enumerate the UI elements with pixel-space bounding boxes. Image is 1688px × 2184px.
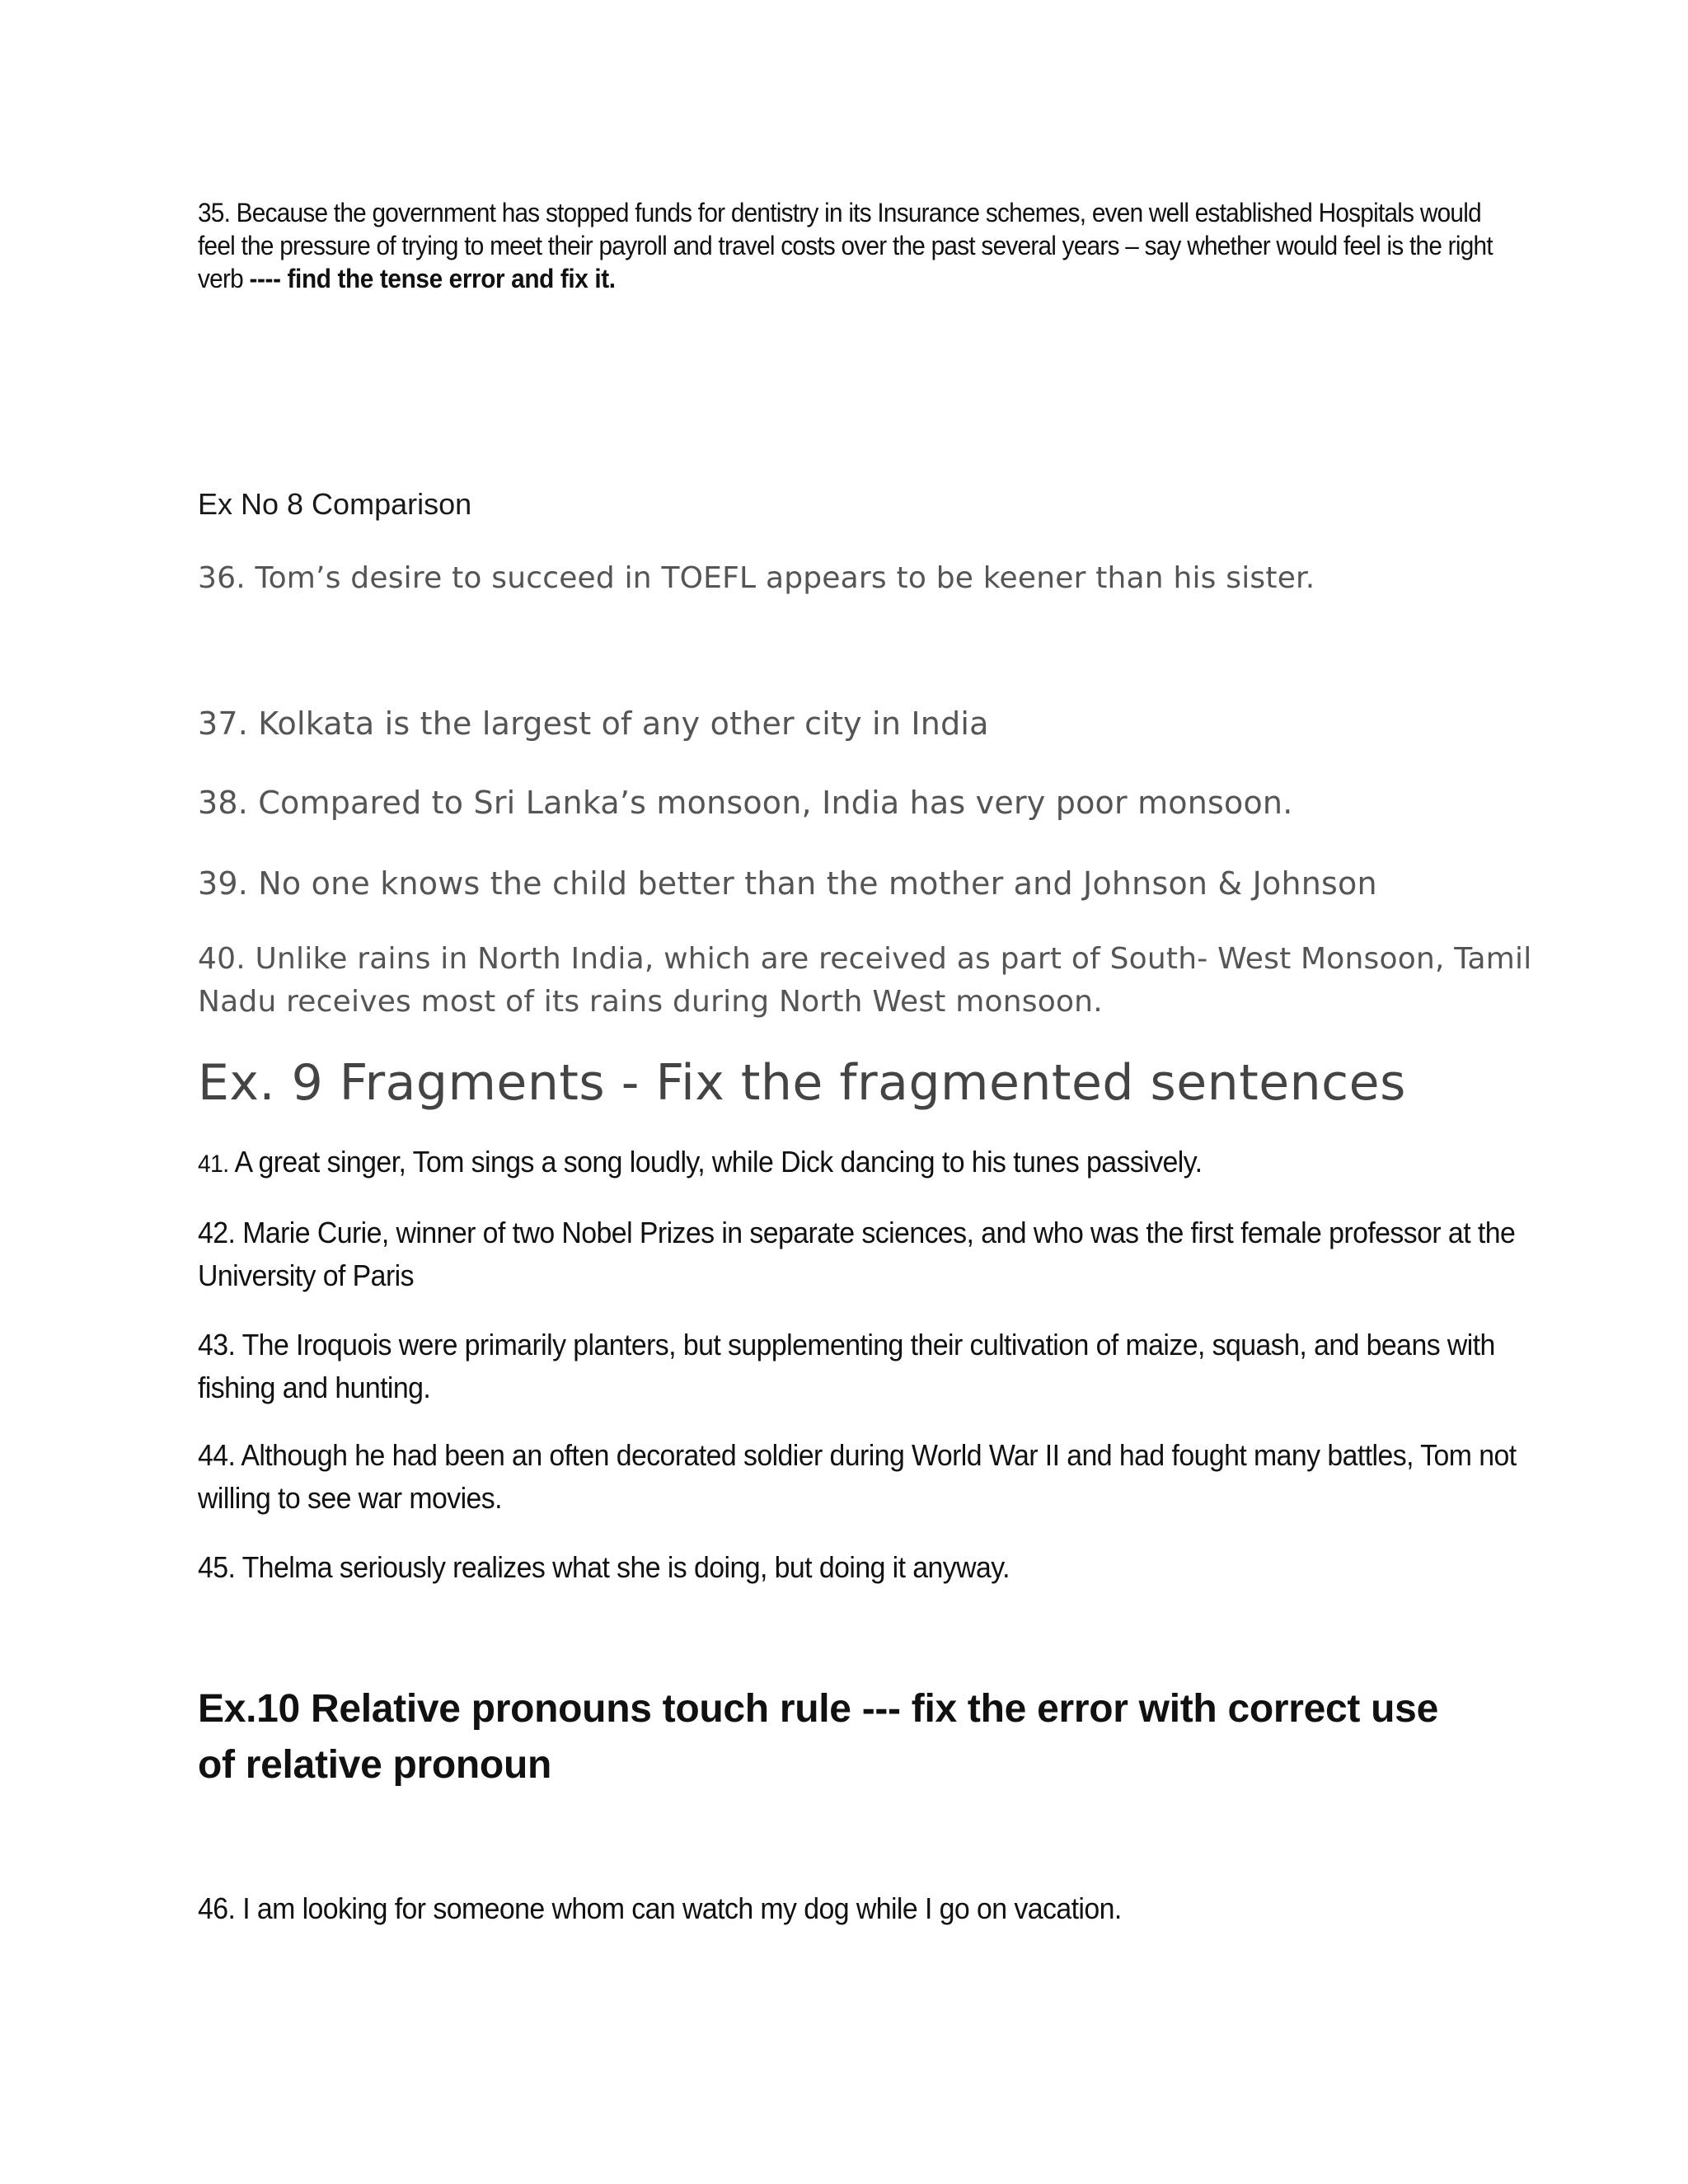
- question-35: [198, 196, 1501, 295]
- exercise-9-heading: Ex. 9 Fragments - Fix the fragmented sentences: [198, 1054, 1406, 1112]
- question-35-instruction: ---- find the tense error and fix it.: [249, 264, 616, 293]
- question-38: 38. Compared to Sri Lanka’s monsoon, India has very poor monsoon.: [198, 785, 1293, 821]
- exercise-8-heading: Ex No 8 Comparison: [198, 487, 472, 521]
- question-42: 42. Marie Curie, winner of two Nobel Prizes in separate sciences, and who was the first female professor at the University of Paris: [198, 1216, 1516, 1292]
- question-35-text: 35. Because the government has stopped funds for dentistry in its Insurance schemes, even well established Hospitals would feel the pressure of trying to meet their payroll and travel costs over the past several years – say whether would feel is the right verb: [198, 198, 1493, 293]
- question-43: 43. The Iroquois were primarily planters, but supplementing their cultivation of maize, squash, and beans with fishing and hunting.: [198, 1328, 1495, 1404]
- question-41-text: A great singer, Tom sings a song loudly, while Dick dancing to his tunes passively.: [228, 1145, 1203, 1179]
- question-45: 45. Thelma seriously realizes what she is doing, but doing it anyway.: [198, 1550, 1010, 1584]
- question-46: 46. I am looking for someone whom can watch my dog while I go on vacation.: [198, 1891, 1122, 1925]
- question-44: 44. Although he had been an often decorated soldier during World War II and had fought many battles, Tom not willing to see war movies.: [198, 1438, 1517, 1515]
- question-40: 40. Unlike rains in North India, which are received as part of South- West Monsoon, Tamil Nadu receives most of its rains during North West monsoon.: [198, 942, 1532, 1019]
- question-36: 36. Tom’s desire to succeed in TOEFL appears to be keener than his sister.: [198, 561, 1315, 595]
- question-39: 39. No one knows the child better than the mother and Johnson & Johnson: [198, 865, 1377, 902]
- exercise-10-heading: Ex.10 Relative pronouns touch rule --- fix the error with correct use of relative pronoun: [198, 1687, 1438, 1787]
- question-41: [198, 1141, 1531, 1186]
- question-37: 37. Kolkata is the largest of any other city in India: [198, 705, 989, 742]
- question-41-number: 41.: [198, 1151, 229, 1178]
